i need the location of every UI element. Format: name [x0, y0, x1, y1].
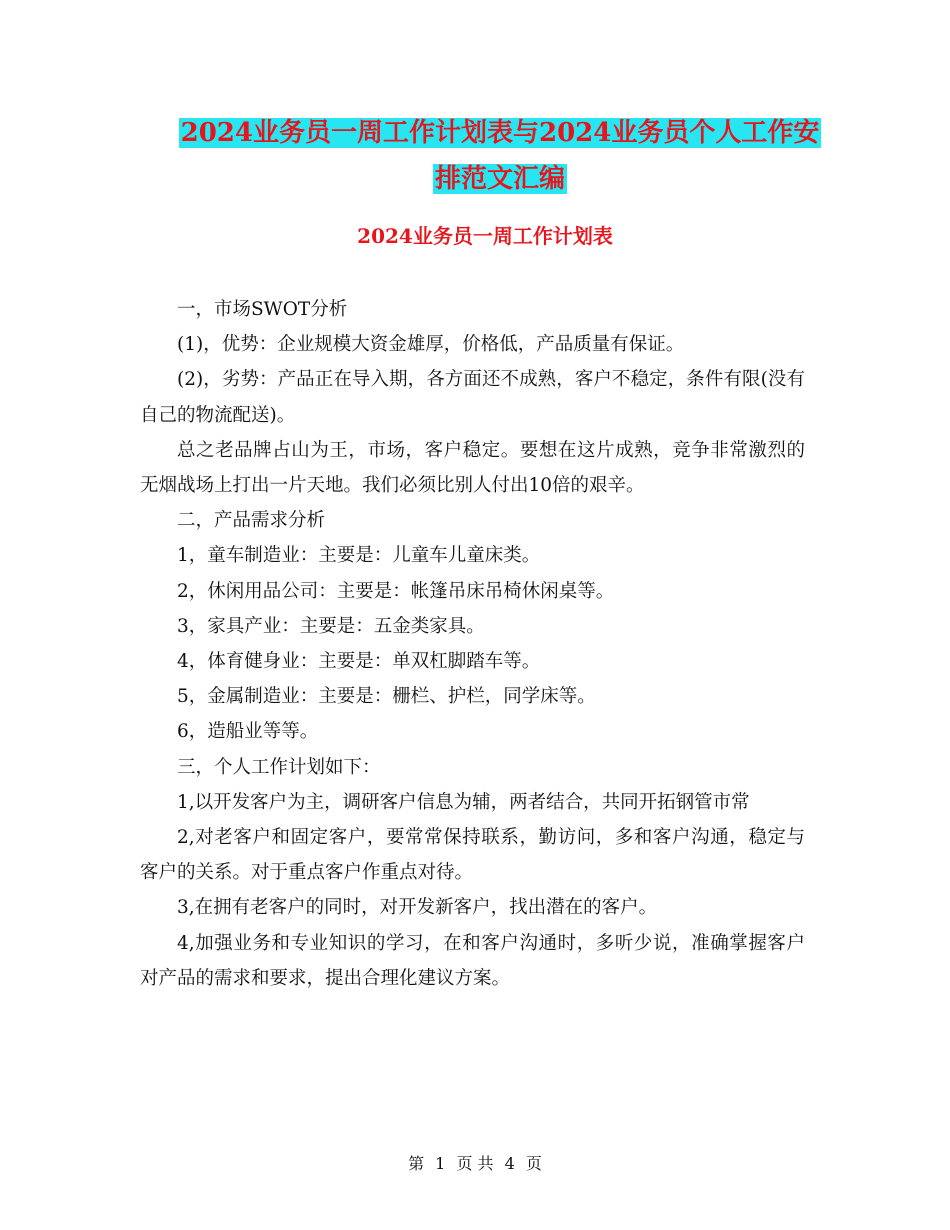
section-subtitle: 2024业务员一周工作计划表 — [357, 224, 613, 248]
paragraph: 4，体育健身业：主要是：单双杠脚踏车等。 — [177, 651, 541, 673]
paragraph: 1,以开发客户为主，调研客户信息为辅，两者结合，共同开拓钢管市常 — [177, 791, 750, 813]
footer-middle: 页 共 — [456, 1154, 494, 1173]
footer-suffix: 页 — [525, 1154, 542, 1173]
paragraph: 2，休闲用品公司：主要是：帐篷吊床吊椅休闲桌等。 — [177, 580, 615, 602]
paragraph: (1)，优势：企业规模大资金雄厚，价格低，产品质量有保证。 — [177, 334, 685, 356]
paragraph: 总之老品牌占山为王，市场，客户稳定。要想在这片成熟，竞争非常激烈的无烟战场上打出一片天地。我们必须比别人付出10倍的艰辛。 — [140, 439, 805, 497]
paragraph: 5，金属制造业：主要是：栅栏、护栏，同学床等。 — [177, 686, 596, 708]
paragraph: 三，个人工作计划如下： — [177, 756, 381, 778]
paragraph: 3，家具产业：主要是：五金类家具。 — [177, 615, 485, 637]
paragraph: 6，造船业等等。 — [177, 721, 319, 743]
paragraph: 二，产品需求分析 — [177, 510, 326, 532]
paragraph: 一，市场SWOT分析 — [177, 299, 348, 320]
paragraph: 3,在拥有老客户的同时，对开发新客户，找出潜在的客户。 — [177, 897, 658, 919]
paragraph: (2)，劣势：产品正在导入期，各方面还不成熟，客户不稳定，条件有限(没有自己的物流配送)。 — [140, 369, 805, 426]
footer-total-pages: 4 — [504, 1154, 515, 1173]
document-title-line2: 排范文汇编 — [434, 164, 565, 194]
document-title-line1: 2024业务员一周工作计划表与2024业务员个人工作安 — [180, 118, 820, 148]
page-footer — [0, 1152, 950, 1176]
document-title — [140, 110, 860, 202]
footer-page-number: 1 — [435, 1154, 446, 1173]
paragraph: 1，童车制造业：主要是：儿童车儿童床类。 — [177, 545, 541, 567]
paragraph: 4,加强业务和专业知识的学习，在和客户沟通时，多听少说，准确掌握客户对产品的需求和要求，提出合理化建议方案。 — [140, 932, 805, 989]
paragraph: 2,对老客户和固定客户，要常常保持联系，勤访问，多和客户沟通，稳定与客户的关系。对于重点客户作重点对待。 — [140, 827, 805, 884]
document-body — [140, 292, 805, 996]
footer-prefix: 第 — [408, 1154, 425, 1173]
